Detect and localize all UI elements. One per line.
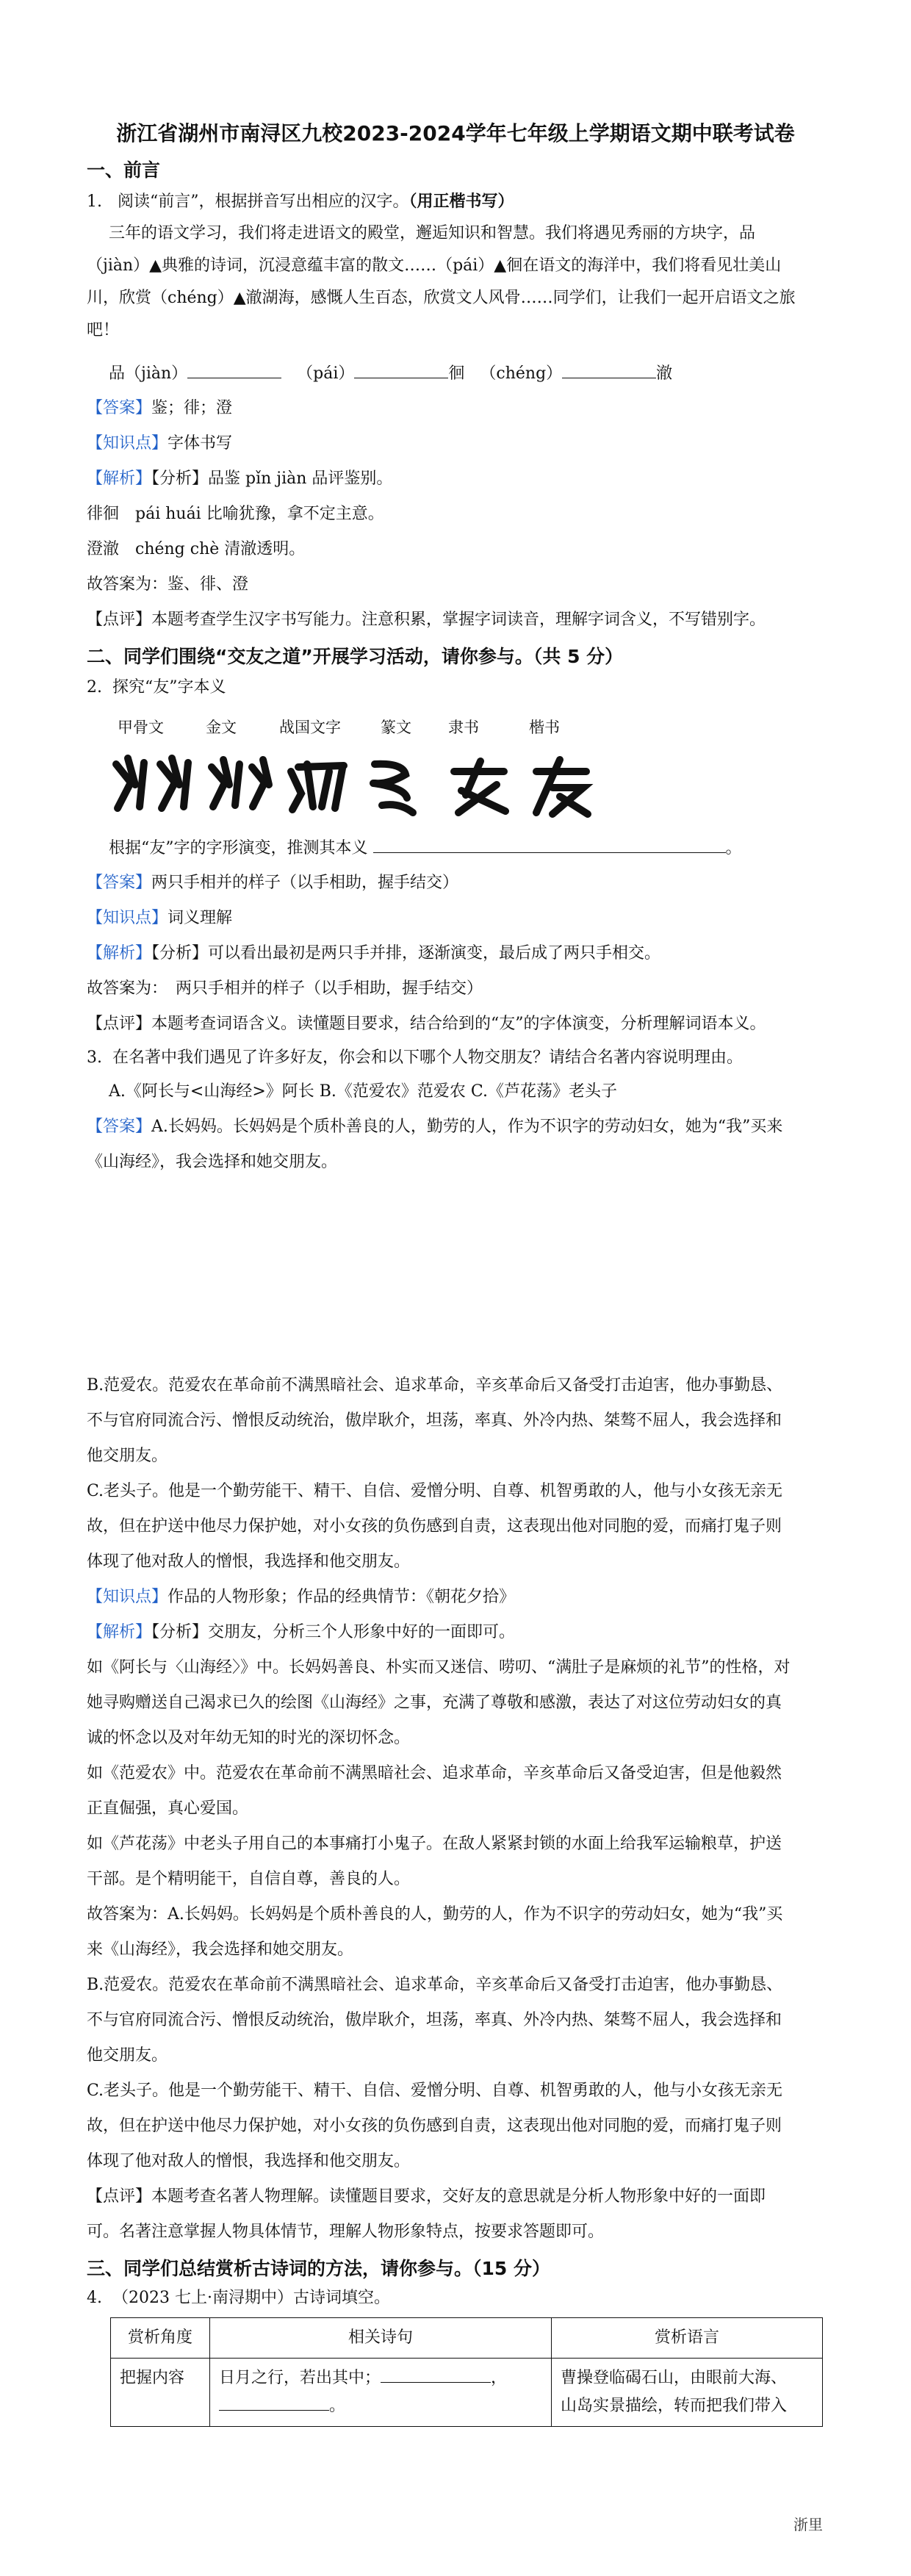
q3-answer [87,1115,829,1139]
fill-suffix-cheng: 澈 [656,364,673,383]
poem-punct: ， [491,2369,508,2387]
knowledge-tag: 【知识点】 [87,434,168,453]
q3-knowledge [87,1586,829,1609]
header-cell: 赏析语言 [552,2318,823,2359]
comment-cell [552,2359,823,2427]
q2-knowledge [87,907,829,930]
q1-analysis-line: 故答案为：鉴、徘、澄 [87,575,249,594]
q1-analysis-line: 徘徊 pái huái 比喻犹豫，拿不定主意。 [87,505,384,523]
blank-poem-1[interactable] [381,2366,491,2383]
warring-states-glyph [291,764,344,810]
fill-suffix-pai: 徊 [448,364,465,383]
knowledge-tag: 【知识点】 [87,1588,168,1606]
clerical-glyph [454,761,505,813]
q1-comment [87,608,829,632]
table-header-row [111,2318,823,2359]
answer-text: A.长妈妈。长妈妈是个质朴善良的人，勤劳的人，作为不识字的劳动妇女，她为“我”买来 [151,1118,783,1136]
page-title: 浙江省湖州市南浔区九校2023-2024学年七年级上学期语文期中联考试卷 [116,121,795,145]
row-label-cell: 把握内容 [111,2359,210,2427]
q1-note: （用正楷书写） [408,192,514,211]
q3-answer-line: 《山海经》，我会选择和她交朋友。 [87,1153,338,1171]
section-1-heading: 一、前言 [87,159,161,181]
q1-passage-line: 吧！ [87,321,120,339]
q3-answer-line: 不与官府同流合污、憎恨反动统治，傲岸耿介，坦荡，率真、外冷内热、桀骜不屈人，我会选择和 [87,1411,782,1430]
q3-analysis-line: 如《范爱农》中。范爱农在革命前不满黑暗社会、追求革命，辛亥革命后又备受迫害，但是他毅然 [87,1764,782,1782]
q2-prompt: 根据“友”字的字形演变，推测其本义 。 [109,836,851,860]
script-label: 战国文字 [279,719,341,736]
q3-analysis-line: 她寻购赠送自己渴求已久的绘图《山海经》之事，充满了尊敬和感激，表达了对这位劳动妇女的真 [87,1694,782,1712]
comment-text: 本题考查词语含义。读懂题目要求，结合给到的“友”的字体演变，分析理解词语本义。 [151,1015,766,1033]
q1-passage-line: 川，欣赏（chéng）▲澈湖海，感慨人生百态，欣赏文人风骨……同学们，让我们一起开启语文之旅 [87,289,796,307]
q1-analysis-line: 澄澈 chéng chè 清澈透明。 [87,540,306,558]
q1-number: 1. [87,193,102,211]
knowledge-text: 字体书写 [168,434,233,453]
answer-text: 两只手相并的样子（以手相助，握手结交） [151,874,459,892]
poem-line: 日月之行，若出其中； [219,2369,381,2387]
q1-knowledge [87,432,829,456]
blank-pai[interactable] [354,361,448,378]
blank-poem-2[interactable] [219,2394,329,2411]
script-label: 篆文 [381,719,411,736]
q3-analysis-line: B.范爱农。范爱农在革命前不满黑暗社会、追求革命，辛亥革命后又备受打击迫害，他办事勤恳、 [87,1976,783,1994]
analysis-text: 【分析】可以看出最初是两只手并排，逐渐演变，最后成了两只手相交。 [151,944,661,963]
script-label: 楷书 [529,719,560,736]
comment-line: 曹操登临碣石山，由眼前大海、 [561,2369,788,2387]
answer-tag: 【答案】 [87,874,152,892]
q2-answer [87,871,829,895]
answer-tag: 【答案】 [87,1118,152,1136]
comment-text: 本题考查名著人物理解。读懂题目要求，交好友的意思就是分析人物形象中好的一面即 [151,2187,766,2206]
q3-comment-line: 可。名著注意掌握人物具体情节，理解人物形象特点，按要求答题即可。 [87,2223,605,2241]
analysis-text: 【分析】交朋友，分析三个人形象中好的一面即可。 [151,1623,516,1641]
seal-glyph [373,764,413,813]
analysis-tag: 【解析】 [87,469,152,488]
regular-glyph [536,760,588,814]
script-label: 甲骨文 [118,719,164,736]
q3-analysis-line: 他交朋友。 [87,2046,168,2065]
answer-text: 鉴；徘；澄 [151,399,233,417]
header-cell: 相关诗句 [210,2318,552,2359]
comment-text: 本题考查学生汉字书写能力。注意积累，掌握字词读音，理解字词含义，不写错别字。 [151,611,766,629]
q3-analysis-line: 正直倔强，真心爱国。 [87,1799,249,1818]
q2-question: 探究“友”字本义 [112,678,226,697]
q2-analysis-line: 故答案为： 两只手相并的样子（以手相助，握手结交） [87,979,483,998]
q4-stem [87,2287,829,2310]
blank-jian[interactable] [187,361,281,378]
q1-analysis [87,467,829,491]
you-character-evolution-figure [109,742,594,823]
analysis-tag: 【解析】 [87,944,152,963]
q3-answer-line: 故，但在护送中他尽力保护她，对小女孩的负伤感到自责，这表现出他对同胞的爱，而痛打鬼子则 [87,1517,782,1536]
q1-passage-line: 三年的语文学习，我们将走进语文的殿堂，邂逅知识和智慧。我们将遇见秀丽的方块字，品 [109,224,756,242]
q3-answer-line: C.老头子。他是一个勤劳能干、精干、自信、爱憎分明、自尊、机智勇敢的人，他与小女孩无亲无 [87,1482,783,1500]
table-row [111,2359,823,2427]
knowledge-tag: 【知识点】 [87,909,168,927]
q3-analysis-line: 不与官府同流合污、憎恨反动统治，傲岸耿介，坦荡，率真、外冷内热、桀骜不屈人，我会选择和 [87,2011,782,2029]
answer-tag: 【答案】 [87,399,152,417]
q1-fill-blanks [109,361,851,386]
comment-line: 山岛实景描绘，转而把我们带入 [561,2397,788,2415]
analysis-tag: 【解析】 [87,1623,152,1641]
q2-comment [87,1012,829,1036]
knowledge-text: 词义理解 [168,909,233,927]
q3-analysis-line: 诚的怀念以及对年幼无知的时光的深切怀念。 [87,1729,411,1747]
q1-passage-line: （jiàn）▲典雅的诗词，沉浸意蕴丰富的散文……（pái）▲徊在语文的海洋中，我们将看见壮美山 [87,256,782,275]
q2-prompt-text: 根据“友”字的字形演变，推测其本义 [109,839,368,857]
q3-analysis-line: C.老头子。他是一个勤劳能干、精干、自信、爱憎分明、自尊、机智勇敢的人，他与小女孩无亲无 [87,2082,783,2100]
section-2-heading: 二、同学们围绕“交友之道”开展学习活动，请你参与。（共 5 分） [87,646,624,667]
q2-analysis [87,942,829,965]
header-cell: 赏析角度 [111,2318,210,2359]
q3-analysis-line: 来《山海经》，我会选择和她交朋友。 [87,1940,354,1959]
q3-question: 在名著中我们遇见了许多好友，你会和以下哪个人物交朋友？请结合名著内容说明理由。 [112,1048,743,1067]
q3-analysis-line: 干部。是个精明能干，自信自尊，善良的人。 [87,1870,411,1888]
q3-comment [87,2185,829,2209]
q3-analysis [87,1621,829,1644]
section-3-heading: 三、同学们总结赏析古诗词的方法，请你参与。（15 分） [87,2258,550,2279]
comment-tag: 【点评】 [87,611,152,629]
script-label: 隶书 [448,719,479,736]
q1-stem [87,190,829,214]
q3-answer-line: B.范爱农。范爱农在革命前不满黑暗社会、追求革命，辛亥革命后又备受打击迫害，他办事勤恳、 [87,1376,783,1395]
poem-punct: 。 [329,2397,346,2415]
q3-analysis-line: 故答案为：A.长妈妈。长妈妈是个质朴善良的人，勤劳的人，作为不识字的劳动妇女，她为“我”买 [87,1905,783,1924]
q2-number: 2. [87,678,102,697]
q4-number: 4. [87,2289,102,2307]
oracle-bone-glyph [116,758,188,808]
q3-number: 3. [87,1048,102,1067]
q2-stem [87,676,829,699]
comment-tag: 【点评】 [87,1015,152,1033]
poem-table [110,2317,823,2427]
page-footer: 浙里 [793,2516,823,2533]
q3-stem [87,1046,829,1070]
script-label: 金文 [206,719,237,736]
comment-tag: 【点评】 [87,2187,152,2206]
q3-analysis-line: 如《芦花荡》中老头子用自己的本事痛打小鬼子。在敌人紧紧封锁的水面上给我军运输粮草，护送 [87,1835,782,1853]
q1-question: 阅读“前言”，根据拼音写出相应的汉字。 [117,193,409,211]
q3-analysis-line: 体现了他对敌人的憎恨，我选择和他交朋友。 [87,2152,411,2170]
bronze-glyph [212,760,269,807]
q3-analysis-line: 如《阿长与〈山海经〉》中。长妈妈善良、朴实而又迷信、唠叨、“满肚子是麻烦的礼节”的性格，对 [87,1658,791,1677]
poem-cell [210,2359,552,2427]
script-labels [109,716,594,738]
q4-question: （2023 七上·南浔期中）古诗词填空。 [112,2289,390,2307]
fill-label-jian: 品（jiàn） [109,364,188,383]
analysis-text: 【分析】品鉴 pǐn jiàn 品评鉴别。 [151,469,393,488]
fill-label-pai: （pái） [297,364,355,383]
knowledge-text: 作品的人物形象；作品的经典情节：《朝花夕拾》 [168,1588,516,1606]
q3-answer-line: 体现了他对敌人的憎恨，我选择和他交朋友。 [87,1553,411,1571]
q3-analysis-line: 故，但在护送中他尽力保护她，对小女孩的负伤感到自责，这表现出他对同胞的爱，而痛打鬼子则 [87,2117,782,2135]
q3-options: A.《阿长与<山海经>》阿长 B.《范爱农》范爱农 C.《芦花荡》老头子 [109,1082,617,1101]
fill-label-cheng: （chéng） [480,364,563,383]
q1-answer [87,397,829,420]
blank-cheng[interactable] [562,361,656,378]
q3-answer-line: 他交朋友。 [87,1447,168,1465]
blank-meaning[interactable] [373,836,726,853]
